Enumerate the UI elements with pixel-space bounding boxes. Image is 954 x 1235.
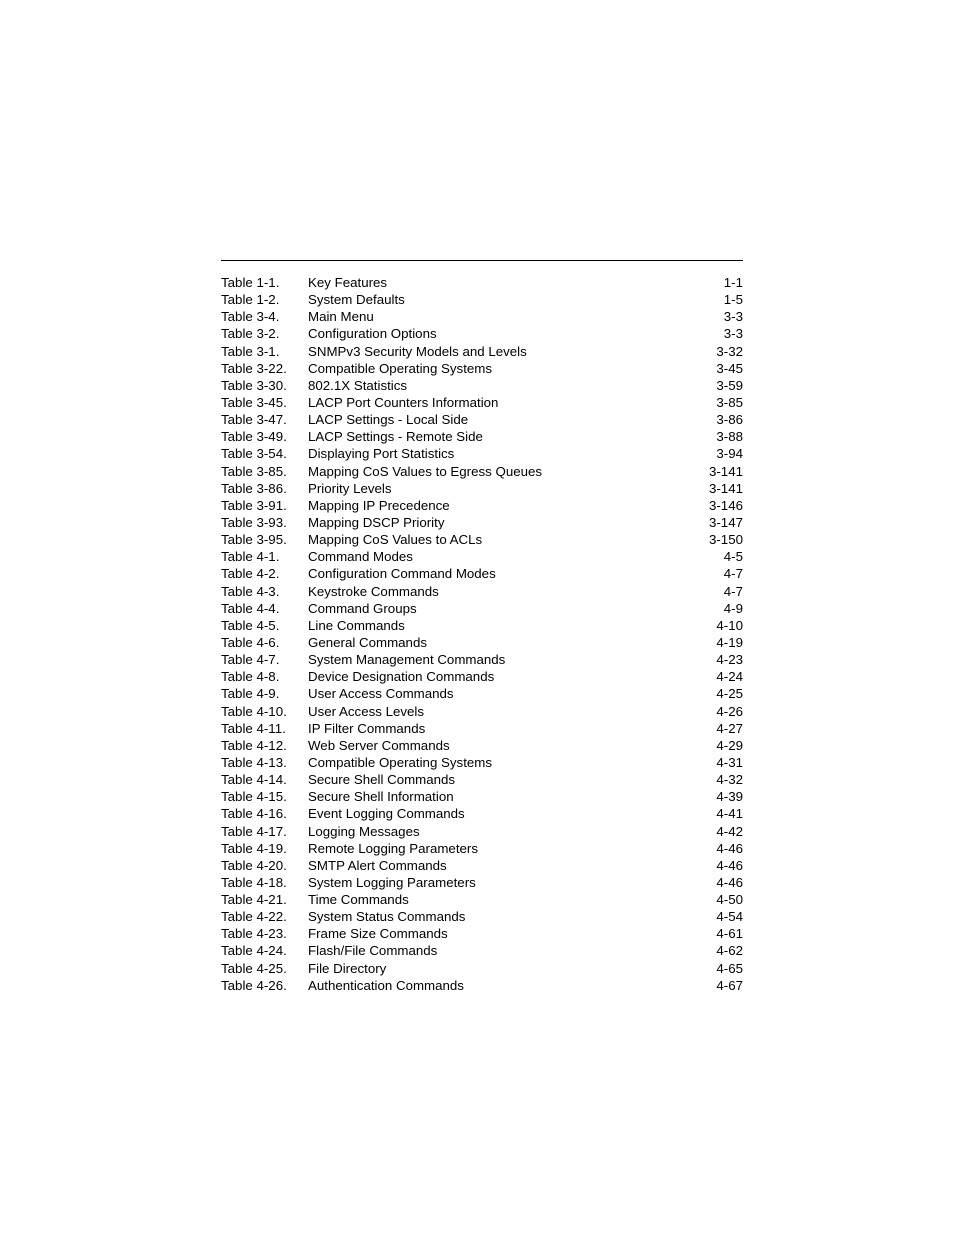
table-number: Table 1-2. [221, 292, 280, 308]
table-number: Table 4-18. [221, 874, 287, 890]
page-number: 4-42 [716, 823, 743, 839]
table-title: 802.1X Statistics [308, 377, 408, 393]
list-of-tables [221, 274, 743, 994]
table-title: System Management Commands [308, 652, 506, 668]
page-number: 4-29 [716, 737, 743, 753]
toc-entry [221, 720, 743, 737]
page-number: 4-67 [716, 977, 743, 993]
table-number: Table 4-4. [221, 600, 280, 616]
table-number: Table 4-19. [221, 840, 287, 856]
page-number: 3-88 [716, 429, 743, 445]
table-title: Line Commands [308, 617, 405, 633]
table-number: Table 3-54. [221, 446, 287, 462]
toc-entry [221, 445, 743, 462]
page-number: 4-50 [716, 892, 743, 908]
table-number: Table 3-49. [221, 429, 287, 445]
table-number: Table 4-14. [221, 772, 287, 788]
table-number: Table 4-12. [221, 737, 287, 753]
page-number: 3-32 [716, 343, 743, 359]
page-number: 4-7 [723, 566, 743, 582]
table-title: System Status Commands [308, 909, 466, 925]
table-title: LACP Settings - Remote Side [308, 429, 483, 445]
table-number: Table 4-10. [221, 703, 287, 719]
page-number: 4-39 [716, 789, 743, 805]
toc-entry [221, 668, 743, 685]
table-number: Table 3-45. [221, 394, 287, 410]
table-number: Table 3-85. [221, 463, 287, 479]
table-number: Table 4-17. [221, 823, 287, 839]
table-title: Configuration Options [308, 326, 437, 342]
page-number: 4-9 [723, 600, 743, 616]
page-number: 4-61 [716, 926, 743, 942]
table-title: Compatible Operating Systems [308, 754, 493, 770]
page-number: 4-19 [716, 634, 743, 650]
table-number: Table 4-25. [221, 960, 287, 976]
toc-entry [221, 514, 743, 531]
toc-entry [221, 857, 743, 874]
page-number: 4-23 [716, 652, 743, 668]
toc-entry [221, 891, 743, 908]
table-title: Time Commands [308, 892, 409, 908]
table-title: IP Filter Commands [308, 720, 426, 736]
page-number: 4-32 [716, 772, 743, 788]
page-number: 4-7 [723, 583, 743, 599]
toc-entry [221, 977, 743, 994]
toc-entry [221, 840, 743, 857]
toc-entry [221, 925, 743, 942]
table-title: User Access Levels [308, 703, 425, 719]
table-title: Secure Shell Commands [308, 772, 456, 788]
table-number: Table 4-6. [221, 634, 280, 650]
table-title: Mapping CoS Values to ACLs [308, 532, 483, 548]
page-number: 3-85 [716, 394, 743, 410]
page-number: 4-65 [716, 960, 743, 976]
table-number: Table 3-1. [221, 343, 280, 359]
table-number: Table 3-22. [221, 360, 287, 376]
page-number: 3-45 [716, 360, 743, 376]
table-number: Table 4-11. [221, 720, 286, 736]
table-number: Table 4-16. [221, 806, 287, 822]
table-number: Table 4-22. [221, 909, 287, 925]
toc-entry [221, 600, 743, 617]
page-number: 4-24 [716, 669, 743, 685]
page-number: 4-46 [716, 840, 743, 856]
toc-entry [221, 703, 743, 720]
table-number: Table 3-93. [221, 514, 287, 530]
page-number: 4-46 [716, 857, 743, 873]
toc-entry [221, 565, 743, 582]
table-number: Table 4-2. [221, 566, 280, 582]
table-title: System Logging Parameters [308, 874, 476, 890]
table-number: Table 4-3. [221, 583, 280, 599]
toc-entry [221, 531, 743, 548]
table-title: Compatible Operating Systems [308, 360, 493, 376]
table-title: Mapping CoS Values to Egress Queues [308, 463, 543, 479]
page-number: 1-5 [723, 292, 743, 308]
page-number: 4-31 [716, 754, 743, 770]
page-number: 4-54 [716, 909, 743, 925]
page-number: 3-147 [708, 514, 743, 530]
table-number: Table 3-91. [221, 497, 287, 513]
table-title: Keystroke Commands [308, 583, 439, 599]
table-title: Flash/File Commands [308, 943, 438, 959]
toc-entry [221, 377, 743, 394]
toc-entry [221, 960, 743, 977]
table-number: Table 4-15. [221, 789, 287, 805]
table-title: Main Menu [308, 309, 374, 325]
toc-entry [221, 274, 743, 291]
toc-entry [221, 497, 743, 514]
page-number: 4-46 [716, 874, 743, 890]
table-title: Web Server Commands [308, 737, 450, 753]
toc-entry [221, 583, 743, 600]
page-number: 1-1 [723, 275, 743, 290]
header-rule [221, 260, 743, 261]
page-number: 4-5 [723, 549, 743, 565]
table-number: Table 4-20. [221, 857, 287, 873]
table-number: Table 4-1. [221, 549, 280, 565]
table-title: Event Logging Commands [308, 806, 465, 822]
table-number: Table 4-7. [221, 652, 280, 668]
toc-entry [221, 308, 743, 325]
toc-entry [221, 754, 743, 771]
toc-entry [221, 874, 743, 891]
page-number: 4-41 [716, 806, 743, 822]
toc-entry [221, 771, 743, 788]
table-title: General Commands [308, 634, 427, 650]
toc-entry [221, 685, 743, 702]
toc-entry [221, 617, 743, 634]
table-title: Configuration Command Modes [308, 566, 496, 582]
table-title: System Defaults [308, 292, 405, 308]
table-title: Mapping IP Precedence [308, 497, 450, 513]
table-title: Authentication Commands [308, 977, 464, 993]
table-title: Priority Levels [308, 480, 392, 496]
table-number: Table 4-24. [221, 943, 287, 959]
page-number: 3-59 [716, 377, 743, 393]
toc-entry [221, 823, 743, 840]
table-number: Table 4-13. [221, 754, 287, 770]
table-number: Table 1-1. [221, 275, 280, 290]
table-title: SMTP Alert Commands [308, 857, 447, 873]
table-title: File Directory [308, 960, 387, 976]
toc-entry [221, 343, 743, 360]
page-number: 3-141 [708, 480, 743, 496]
page-number: 4-25 [716, 686, 743, 702]
toc-entry [221, 908, 743, 925]
toc-entry [221, 805, 743, 822]
table-number: Table 3-30. [221, 377, 287, 393]
page-number: 3-3 [723, 326, 743, 342]
page-number: 4-26 [716, 703, 743, 719]
toc-entry [221, 942, 743, 959]
toc-entry [221, 291, 743, 308]
page-number: 3-150 [708, 532, 743, 548]
table-number: Table 4-5. [221, 617, 280, 633]
table-title: LACP Settings - Local Side [308, 412, 469, 428]
table-number: Table 4-9. [221, 686, 280, 702]
page-number: 4-10 [716, 617, 743, 633]
toc-entry [221, 325, 743, 342]
toc-entry [221, 360, 743, 377]
page-number: 3-3 [723, 309, 743, 325]
toc-entry [221, 548, 743, 565]
table-title: Mapping DSCP Priority [308, 514, 445, 530]
table-title: SNMPv3 Security Models and Levels [308, 343, 527, 359]
table-title: Logging Messages [308, 823, 420, 839]
table-number: Table 4-8. [221, 669, 280, 685]
page-number: 3-146 [708, 497, 743, 513]
table-number: Table 4-26. [221, 977, 287, 993]
toc-entry [221, 651, 743, 668]
table-title: Key Features [308, 275, 388, 290]
table-title: Device Designation Commands [308, 669, 495, 685]
table-number: Table 3-86. [221, 480, 287, 496]
table-number: Table 3-47. [221, 412, 287, 428]
toc-entry [221, 737, 743, 754]
table-title: LACP Port Counters Information [308, 394, 499, 410]
toc-entry [221, 463, 743, 480]
page-number: 3-86 [716, 412, 743, 428]
page-number: 4-62 [716, 943, 743, 959]
table-title: Remote Logging Parameters [308, 840, 478, 856]
table-number: Table 4-21. [221, 892, 287, 908]
table-title: Command Modes [308, 549, 413, 565]
toc-entry [221, 788, 743, 805]
toc-entry [221, 411, 743, 428]
page-number: 3-141 [708, 463, 743, 479]
page-number: 3-94 [716, 446, 743, 462]
toc-entry [221, 634, 743, 651]
toc-entry [221, 394, 743, 411]
table-title: Command Groups [308, 600, 417, 616]
table-title: Displaying Port Statistics [308, 446, 455, 462]
table-number: Table 4-23. [221, 926, 287, 942]
table-title: Secure Shell Information [308, 789, 454, 805]
table-number: Table 3-95. [221, 532, 287, 548]
table-number: Table 3-4. [221, 309, 280, 325]
toc-entry [221, 480, 743, 497]
page-number: 4-27 [716, 720, 743, 736]
table-number: Table 3-2. [221, 326, 280, 342]
table-title: User Access Commands [308, 686, 454, 702]
toc-entry [221, 428, 743, 445]
table-title: Frame Size Commands [308, 926, 448, 942]
